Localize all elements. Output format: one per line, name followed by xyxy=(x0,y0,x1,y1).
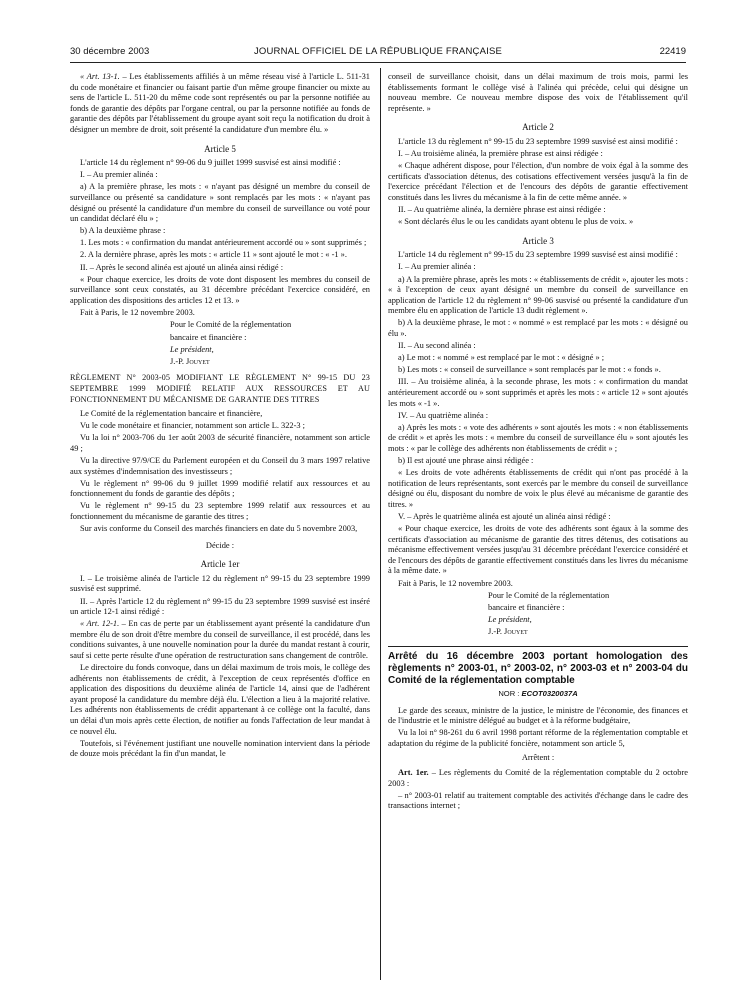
signature-name: J.-P. Jouyet xyxy=(170,356,210,366)
nor-reference xyxy=(388,689,688,700)
signature-president: Le président, xyxy=(488,615,532,625)
header-journal-title: JOURNAL OFFICIEL DE LA RÉPUBLIQUE FRANÇAISE xyxy=(253,46,503,57)
signature-block xyxy=(70,320,370,367)
visa-paragraph: Vu le règlement n° 99-06 du 9 juillet 1999 modifié relatif aux ressources et au fonctionnement du fonds de garantie des dépôts ; xyxy=(70,478,370,499)
header-page-number: 22419 xyxy=(659,46,686,57)
column-divider xyxy=(380,68,381,980)
decide-heading: Décide : xyxy=(205,540,235,550)
visa-paragraph: Vu la loi n° 2003-706 du 1er août 2003 de sécurité financière, notamment son article 49 ; xyxy=(70,433,370,453)
article-2-paragraph: II. – Au quatrième alinéa, la dernière phrase est ainsi rédigée : xyxy=(398,205,606,215)
arrete-title: Arrêté du 16 décembre 2003 portant homologation des règlements n° 2003-01, n° 2003-02, n° 2003-03 et n° 2003-04 du Comité de la réglementation comptable xyxy=(388,651,688,686)
visa-paragraph: Vu le règlement n° 99-15 du 23 septembre 1999 relatif aux ressources et au fonctionnement du mécanisme de garantie des titres ; xyxy=(70,501,370,521)
article-12-1-paragraph xyxy=(70,619,370,661)
left-column xyxy=(70,72,370,761)
visa-paragraph: Sur avis conforme du Conseil des marchés financiers en date du 5 novembre 2003, xyxy=(80,524,358,534)
article-13-1-text: – Les établissements affiliés à un même réseau visé à l'article L. 511-31 du code monétaire et financier ou faisant partie d'un même groupe financier ou mixte au sens de l'article L. 511-20 du même code sont représentés ou par la personne notifiée au fonds de garantie des dépôts par l'organe central, ou par la personne notifiée au fonds de garantie des dépôts par l'établissement du groupe ayant soit reçu la notification du droit à désigner un membre de droit, soit présenté la candidature d'un membre élu. » xyxy=(70,72,370,134)
article-3-paragraph: b) Il est ajouté une phrase ainsi rédigée : xyxy=(398,456,534,465)
signature-line: bancaire et financière : xyxy=(170,332,247,342)
right-column xyxy=(388,72,688,813)
article-5-paragraph: I. – Au premier alinéa : xyxy=(80,170,158,180)
article-3-paragraph: Fait à Paris, le 12 novembre 2003. xyxy=(398,578,513,588)
arrete-paragraph: Vu la loi n° 98-261 du 6 avril 1998 portant réforme de la réglementation comptable et adaptation du régime de la publicité foncière, notamment son article 5, xyxy=(388,728,688,748)
article-3-paragraph: I. – Au premier alinéa : xyxy=(398,262,476,272)
arrete-article-1 xyxy=(388,768,688,789)
article-3-paragraph: II. – Au second alinéa : xyxy=(398,341,476,351)
article-1-paragraph: I. – Le troisième alinéa de l'article 12 du règlement n° 99-15 du 23 septembre 1999 susvisé est supprimé. xyxy=(70,573,370,594)
article-3-paragraph: « Pour chaque exercice, les droits de vote des adhérents sont égaux à la somme des certificats d'association au mécanisme de garantie des titres détenus, des cotisations au mécanisme effectivement versées jusqu'au 31 décembre précédant l'exercice considéré et de l'encours des dépôts de garantie effectivement constitués dans les livres du mécanisme à la même date. » xyxy=(388,524,688,576)
article-5-heading: Article 5 xyxy=(204,143,236,154)
done-at-paris: Fait à Paris, le 12 novembre 2003. xyxy=(80,307,195,317)
signature-title xyxy=(388,615,688,626)
article-12-1-paragraph: Le directoire du fonds convoque, dans un délai maximum de trois mois, le collège des adhérents non établissements de crédit, à l'exception de ceux représentés d'office en application des dispositions du deuxième alinéa de l'article 14, ainsi que de l'adhérent ayant proposé la candidature du membre déjà élu. L'élection a lieu à la majorité relative. Les adhérents non établissements de crédit appartenant à ce collège ont la faculté, dans un délai d'un mois après cette élection, de notifier au fonds l'affectation de leur mandat à ce nouvel élu. xyxy=(70,663,370,736)
article-3-paragraph: a) A la première phrase, après les mots : « établissements de crédit », ajouter les mots : « à l'exception de ceux ayant désigné un membre du conseil de surveillance en application de l'article 12 du règlement n° 99-06 susvisé ou présenté la candidature d'un membre élu en application de l'article 13 dudit règlement ». xyxy=(388,274,689,316)
signature-block xyxy=(388,591,688,638)
article-3-paragraph: b) Les mots : « conseil de surveillance » sont remplacés par le mot : « fonds ». xyxy=(398,365,661,375)
nor-label: NOR : xyxy=(498,689,522,698)
article-12-1-paragraph: Toutefois, si l'événement justifiant une nouvelle nomination intervient dans la période de douze mois précédant la fin d'un mandat, le xyxy=(70,738,370,759)
arretent-heading: Arrêtent : xyxy=(521,753,555,763)
article-5-paragraph: b) A la deuxième phrase : xyxy=(80,226,166,236)
article-3-paragraph: a) Après les mots : « vote des adhérents » sont ajoutés les mots : « non établissements de crédit » et après les mots : « membre du conseil de surveillance élu » sont ajoutés les mots : « par le collège des adhérents non établissements de crédit » ; xyxy=(388,422,688,453)
article-13-1-paragraph xyxy=(70,72,370,136)
article-5-paragraph: « Pour chaque exercice, les droits de vote dont disposent les membres du conseil de surveillance sont ceux constatés, au 31 décembre précédant l'exercice considéré, en application des dispositions des articles 12 et 13. » xyxy=(70,274,370,305)
header-date: 30 décembre 2003 xyxy=(70,46,150,57)
article-5-paragraph: L'article 14 du règlement n° 99-06 du 9 juillet 1999 susvisé est ainsi modifié : xyxy=(80,158,341,168)
article-3-paragraph: V. – Après le quatrième alinéa est ajouté un alinéa ainsi rédigé : xyxy=(398,511,611,521)
signature-line: bancaire et financière : xyxy=(488,603,565,613)
nor-value: ECOT0320037A xyxy=(521,689,578,698)
page-header xyxy=(70,46,686,60)
reglement-title: RÈGLEMENT N° 2003-05 MODIFIANT LE RÈGLEMENT N° 99-15 DU 23 SEPTEMBRE 1999 MODIFIÉ RELATIF AUX RESSOURCES ET AU FONCTIONNEMENT DU MÉCANISME DE GARANTIE DES TITRES xyxy=(70,373,370,404)
section-divider xyxy=(388,646,688,647)
article-3-heading: Article 3 xyxy=(522,235,554,246)
visa-paragraph: Vu la directive 97/9/CE du Parlement européen et du Conseil du 3 mars 1997 relative aux systèmes d'indemnisation des investisseurs ; xyxy=(70,456,370,476)
article-12-1-text: – En cas de perte par un établissement ayant présenté la candidature d'un membre élu de son droit d'être membre du conseil de surveillance, il est procédé, dans les conditions suivantes, à une nouvelle nomination pour la durée du mandat restant à courir, sauf si cette perte résulte d'une opération de restructuration sans changement de contrôle. xyxy=(70,619,370,660)
article-3-paragraph: III. – Au troisième alinéa, à la seconde phrase, les mots : « confirmation du mandat antérieurement accordé ou » sont supprimés et après les mots : « article 12 » sont ajoutés les mots « -1 ». xyxy=(388,377,688,408)
arrete-paragraph: Le garde des sceaux, ministre de la justice, le ministre de l'économie, des finances et de l'industrie et le ministre délégué au budget et à la réforme budgétaire, xyxy=(388,705,688,726)
article-5-paragraph: II. – Après le second alinéa est ajouté un alinéa ainsi rédigé : xyxy=(80,262,284,272)
article-1-heading: Article 1er xyxy=(200,559,240,570)
article-3-paragraph: « Les droits de vote adhérents établissements de crédit qui n'ont pas procédé à la notification de leurs représentants, sont exercés par le membre du conseil de surveillance désigné ou élu, disposant du nombre de voix le plus élevé au mécanisme de garantie des titres. » xyxy=(388,468,688,509)
visa-paragraph: Le Comité de la réglementation bancaire et financière, xyxy=(80,409,263,419)
article-5-paragraph: 1. Les mots : « confirmation du mandat antérieurement accordé ou » sont supprimés ; xyxy=(80,238,367,248)
article-2-paragraph: L'article 13 du règlement n° 99-15 du 23 septembre 1999 susvisé est ainsi modifié : xyxy=(398,136,678,146)
article-3-paragraph: IV. – Au quatrième alinéa : xyxy=(398,410,489,420)
article-3-paragraph: b) A la deuxième phrase, le mot : « nommé » est remplacé par les mots : « désigné ou élu ». xyxy=(388,318,688,338)
header-rule xyxy=(70,62,686,63)
article-3-paragraph: a) Le mot : « nommé » est remplacé par le mot : « désigné » ; xyxy=(398,353,605,363)
article-13-1-label: « Art. 13-1. xyxy=(80,72,120,81)
article-5-paragraph: a) A la première phrase, les mots : « n'ayant pas désigné un membre du conseil de surveillance ou présenté sa candidature » sont remplacés par les mots : « n'ayant pas désigné ou présenté la candidature d'un membre du conseil de surveillance ou voté pour un candidat déclaré élu » ; xyxy=(70,182,370,224)
signature-president: Le président, xyxy=(170,344,214,354)
arrete-article-1-text: – Les règlements du Comité de la réglementation comptable du 2 octobre 2003 : xyxy=(388,768,688,788)
article-1-paragraph: II. – Après l'article 12 du règlement n° 99-15 du 23 septembre 1999 susvisé est inséré un article 12-1 ainsi rédigé : xyxy=(70,596,370,617)
article-5-paragraph: 2. A la dernière phrase, après les mots : « article 11 » sont ajouté le mot : « -1 ». xyxy=(80,250,347,260)
article-2-heading: Article 2 xyxy=(522,122,554,133)
visa-paragraph: Vu le code monétaire et financier, notamment son article L. 322-3 ; xyxy=(80,421,305,431)
article-3-paragraph: L'article 14 du règlement n° 99-15 du 23 septembre 1999 susvisé est ainsi modifié : xyxy=(398,250,678,260)
continuation-paragraph: conseil de surveillance choisit, dans un délai maximum de trois mois, parmi les établissements formant le collège visé à l'alinéa qui précède, celui qui désigne un nouveau membre. Ce nouveau membre dispose des voix de l'établissement qu'il représente. » xyxy=(388,72,688,113)
article-2-paragraph: « Sont déclarés élus le ou les candidats ayant obtenu le plus de voix. » xyxy=(398,217,634,227)
arrete-article-1-item: – n° 2003-01 relatif au traitement comptable des activités d'échange dans le cadre des transactions internet ; xyxy=(388,790,688,811)
article-2-paragraph: « Chaque adhérent dispose, pour l'élection, d'un nombre de voix égal à la somme des certificats d'association détenus, des cotisations effectivement versées jusqu'à la fin de l'exercice précédant l'élection et de l'encours des dépôts de garantie effectivement constitués dans les livres du mécanisme à la fin de cette même année. » xyxy=(388,161,688,202)
article-12-1-label: « Art. 12-1. xyxy=(80,619,120,629)
article-2-paragraph: I. – Au troisième alinéa, la première phrase est ainsi rédigée : xyxy=(398,149,603,159)
signature-name: J.-P. Jouyet xyxy=(488,627,528,637)
signature-title xyxy=(70,345,370,356)
signature-line: Pour le Comité de la réglementation xyxy=(488,591,610,601)
signature-line: Pour le Comité de la réglementation xyxy=(170,320,292,330)
arrete-article-1-label: Art. 1er. xyxy=(398,768,429,778)
